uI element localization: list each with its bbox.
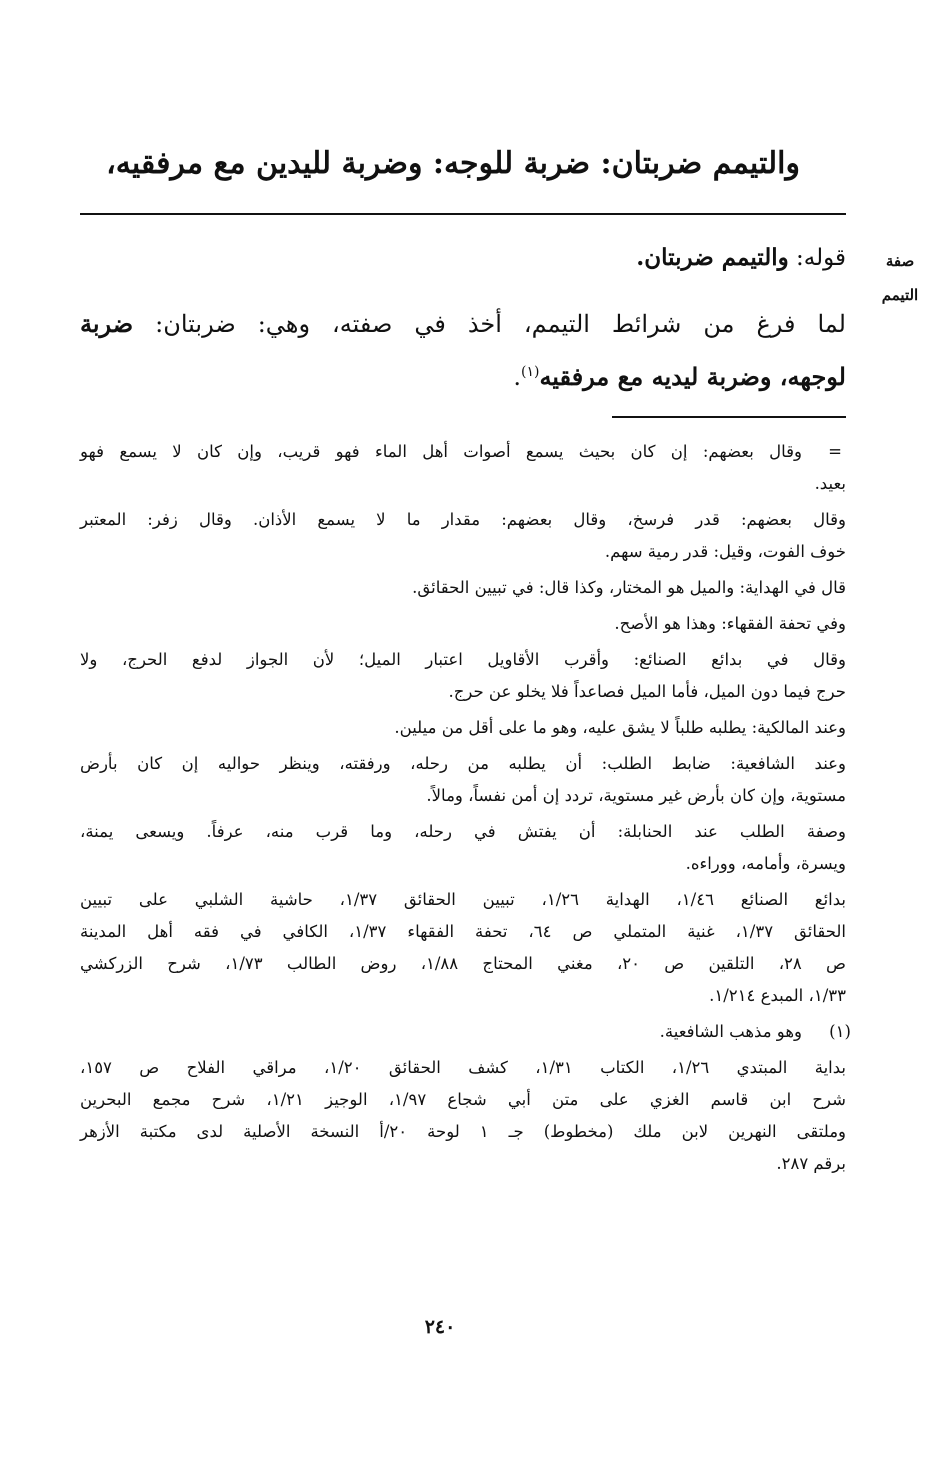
footnote-reference: (١) [520, 364, 540, 380]
margin-note-line-2: التيمم [881, 286, 919, 304]
footnote-line: وقال في بدائع الصنائع: وأقرب الأقاويل اعتبار الميل؛ لأن الجواز لدفع الحرج، ولا [80, 650, 846, 669]
continuation-marker: = [828, 442, 842, 461]
footnote-line: وهو مذهب الشافعية. [659, 1022, 802, 1041]
commentary-line-1-bold: ضربة [80, 309, 134, 338]
footnote-1 [80, 1016, 851, 1048]
footnote-paragraph [80, 816, 846, 880]
commentary-line-2-bold: لوجهه، وضربة ليديه مع مرفقيه [539, 362, 846, 391]
footnote-divider [612, 416, 846, 418]
footnote-line: خوف الفوت، وقيل: قدر رمية سهم. [604, 542, 846, 561]
commentary-intro: قوله: [796, 245, 846, 271]
footnote-references [80, 884, 846, 1012]
footnote-line: بعيد. [814, 474, 846, 493]
footnote-line: شرح ابن قاسم الغزي على متن أبي شجاع ١/٩٧، الوجيز ١/٢١، شرح مجمع البحرين [80, 1090, 846, 1109]
footnote-line: برقم ٢٨٧. [776, 1154, 846, 1173]
margin-note [862, 244, 938, 312]
commentary-body [80, 300, 846, 401]
footnote-line: وفي تحفة الفقهاء: وهذا هو الأصح. [614, 614, 846, 633]
footnote-line: وقال بعضهم: قدر فرسخ، وقال بعضهم: مقدار ما لا يسمع الأذان. وقال زفر: المعتبر [80, 510, 846, 529]
footnote-paragraph [80, 572, 846, 604]
footnote-line: بداية المبتدي ١/٢٦، الكتاب ١/٣١، كشف الحقائق ١/٢٠، مراقي الفلاح ص ١٥٧، [80, 1058, 846, 1077]
footnote-line: وعند المالكية: يطلبه طلباً لا يشق عليه، وهو ما على أقل من ميلين. [394, 718, 846, 737]
margin-note-line-1: صفة [885, 252, 915, 270]
footnote-line: قال في الهداية: والميل هو المختار، وكذا قال: في تبيين الحقائق. [412, 578, 846, 597]
commentary-line-2-end: . [513, 363, 521, 391]
footnote-continuation [80, 436, 846, 500]
footnote-line: وملتقى النهرين لابن ملك (مخطوط) جـ ١ لوحة ٢٠/أ النسخة الأصلية لدى مكتبة الأزهر [80, 1122, 846, 1141]
footnote-line: ١/٣٣، المبدع ١/٢١٤. [709, 986, 846, 1005]
footnote-paragraph [80, 748, 846, 812]
footnote-line: حرج فيما دون الميل، فأما الميل فصاعداً فلا يخلو عن حرج. [448, 682, 846, 701]
matn-heading: والتيمم ضربتان: ضربة للوجه: وضربة لليدين مع مرفقيه، [106, 146, 800, 181]
footnote-line: الحقائق ١/٣٧، غنية المتملي ص ٦٤، تحفة الفقهاء ١/٣٧، الكافي في فقه أهل المدينة [80, 922, 847, 941]
commentary-quoted-text: والتيمم ضربتان. [636, 244, 789, 271]
page-number: ٢٤٠ [424, 1316, 456, 1338]
footnote-paragraph [80, 712, 846, 744]
commentary-heading [80, 236, 846, 280]
footnote-paragraph [80, 644, 846, 708]
commentary-line-2 [80, 348, 846, 401]
footnote-1-number: (١) [829, 1022, 851, 1041]
footnote-line: مستوية، وإن كان بأرض غير مستوية، تردد إن أمن نفساً، ومالاً. [426, 786, 846, 805]
commentary-line-1 [80, 300, 846, 348]
footnote-line: ص ٢٨، التلقين ص ٢٠، مغني المحتاج ١/٨٨، روض الطالب ١/٧٣، شرح الزركشي [80, 954, 846, 973]
heading-divider [80, 213, 846, 215]
footnote-line: ويسرة، وأمامه، ووراءه. [685, 854, 846, 873]
footnote-line: وقال بعضهم: إن كان بحيث يسمع أصوات أهل الماء فهو قريب، وإن كان لا يسمع فهو [80, 442, 802, 461]
footnote-line: وصفة الطلب عند الحنابلة: أن يفتش في رحله، وما قرب منه، عرفاً. ويسعى يمنة، [80, 822, 846, 841]
footnote-line: بدائع الصنائع ١/٤٦، الهداية ١/٢٦، تبيين الحقائق ١/٣٧، حاشية الشلبي على تبيين [80, 890, 847, 909]
footnote-line: وعند الشافعية: ضابط الطلب: أن يطلبه من رحله، ورفقته، وينظر حواليه إن كان بأرض [80, 754, 846, 773]
footnotes [80, 436, 851, 1180]
footnote-1-references [80, 1052, 846, 1180]
footnote-paragraph [80, 504, 846, 568]
commentary-line-1-text: لما فرغ من شرائط التيمم، أخذ في صفته، وهي: ضربتان: [155, 310, 846, 338]
footnote-paragraph [80, 608, 846, 640]
